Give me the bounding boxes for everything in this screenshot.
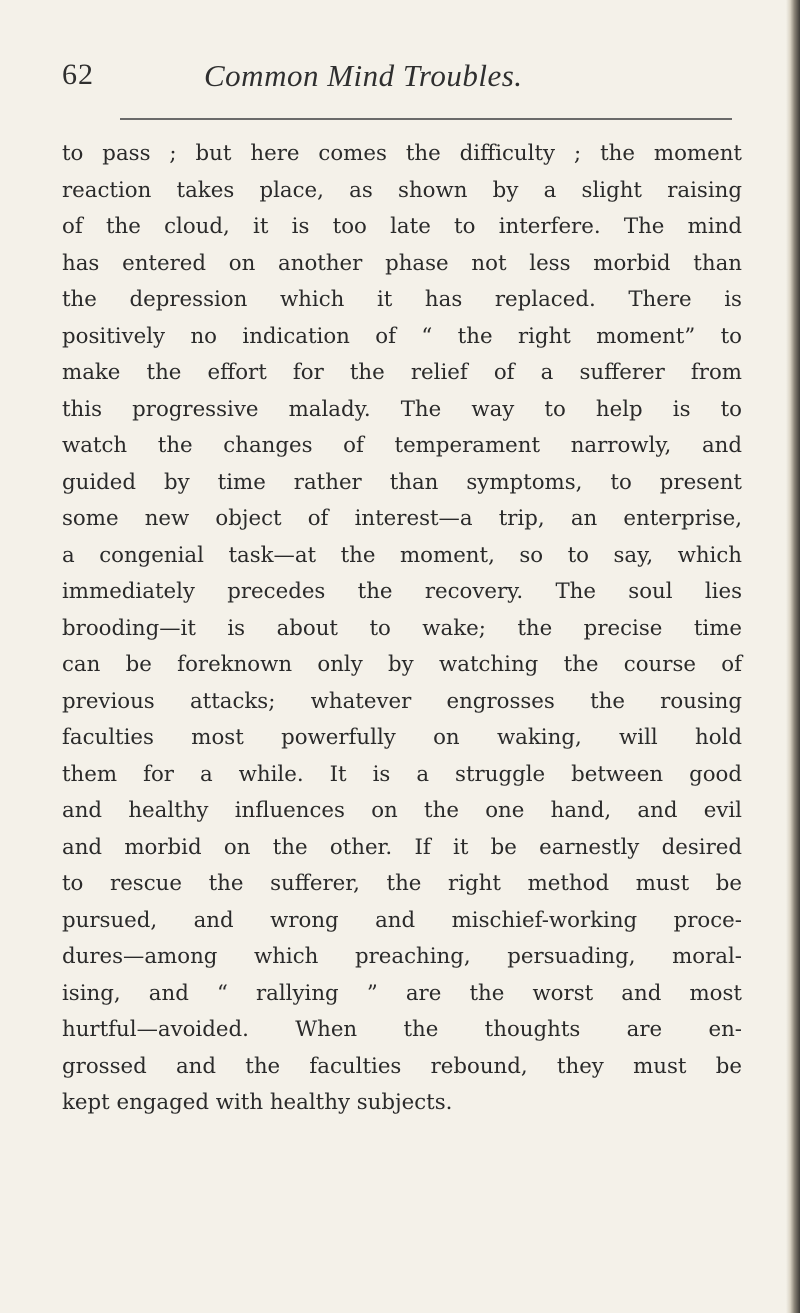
text-line: can be foreknown only by watching the course of [62, 652, 742, 677]
text-line-last: kept engaged with healthy subjects. [62, 1090, 453, 1115]
text-line: watch the changes of temperament narrowly, and [62, 433, 742, 458]
text-line: positively no indication of “ the right moment” to [62, 323, 742, 349]
text-line: faculties most powerfully on waking, will hold [62, 725, 742, 750]
page-number: 62 [62, 58, 94, 91]
text-line: of the cloud, it is too late to interfere. The mind [62, 214, 742, 239]
text-line: to pass ; but here comes the difficulty ; the moment [62, 141, 742, 166]
text-line: and morbid on the other. If it be earnestly desired [62, 834, 742, 860]
text-line: this progressive malady. The way to help is to [62, 396, 742, 422]
text-line: dures—among which preaching, persuading, moral- [62, 944, 742, 969]
text-line: a congenial task—at the moment, so to say, which [62, 542, 742, 568]
text-line: brooding—it is about to wake; the precise time [62, 615, 742, 641]
text-line: grossed and the faculties rebound, they must be [62, 1053, 742, 1079]
header-rule [120, 118, 732, 120]
text-line: pursued, and wrong and mischief-working proce- [62, 907, 742, 933]
text-line: make the effort for the relief of a sufferer from [62, 360, 742, 385]
running-title: Common Mind Troubles. [204, 58, 523, 93]
text-line: ising, and “ rallying ” are the worst and most [62, 980, 742, 1006]
text-line: them for a while. It is a struggle between good [62, 761, 742, 787]
text-line: previous attacks; whatever engrosses the rousing [62, 688, 742, 714]
body-text [62, 136, 742, 1122]
text-line: reaction takes place, as shown by a slight raising [62, 177, 742, 203]
page-binding-edge [786, 0, 800, 1313]
text-line: immediately precedes the recovery. The soul lies [62, 579, 742, 604]
text-line: has entered on another phase not less morbid than [62, 250, 742, 276]
text-line: guided by time rather than symptoms, to present [62, 469, 742, 495]
text-line: and healthy influences on the one hand, and evil [62, 798, 742, 823]
text-line: to rescue the sufferer, the right method must be [62, 871, 742, 896]
text-line: hurtful—avoided. When the thoughts are en- [62, 1017, 742, 1042]
text-line: the depression which it has replaced. There is [62, 287, 742, 312]
text-line: some new object of interest—a trip, an enterprise, [62, 506, 742, 531]
page-header [62, 58, 742, 108]
